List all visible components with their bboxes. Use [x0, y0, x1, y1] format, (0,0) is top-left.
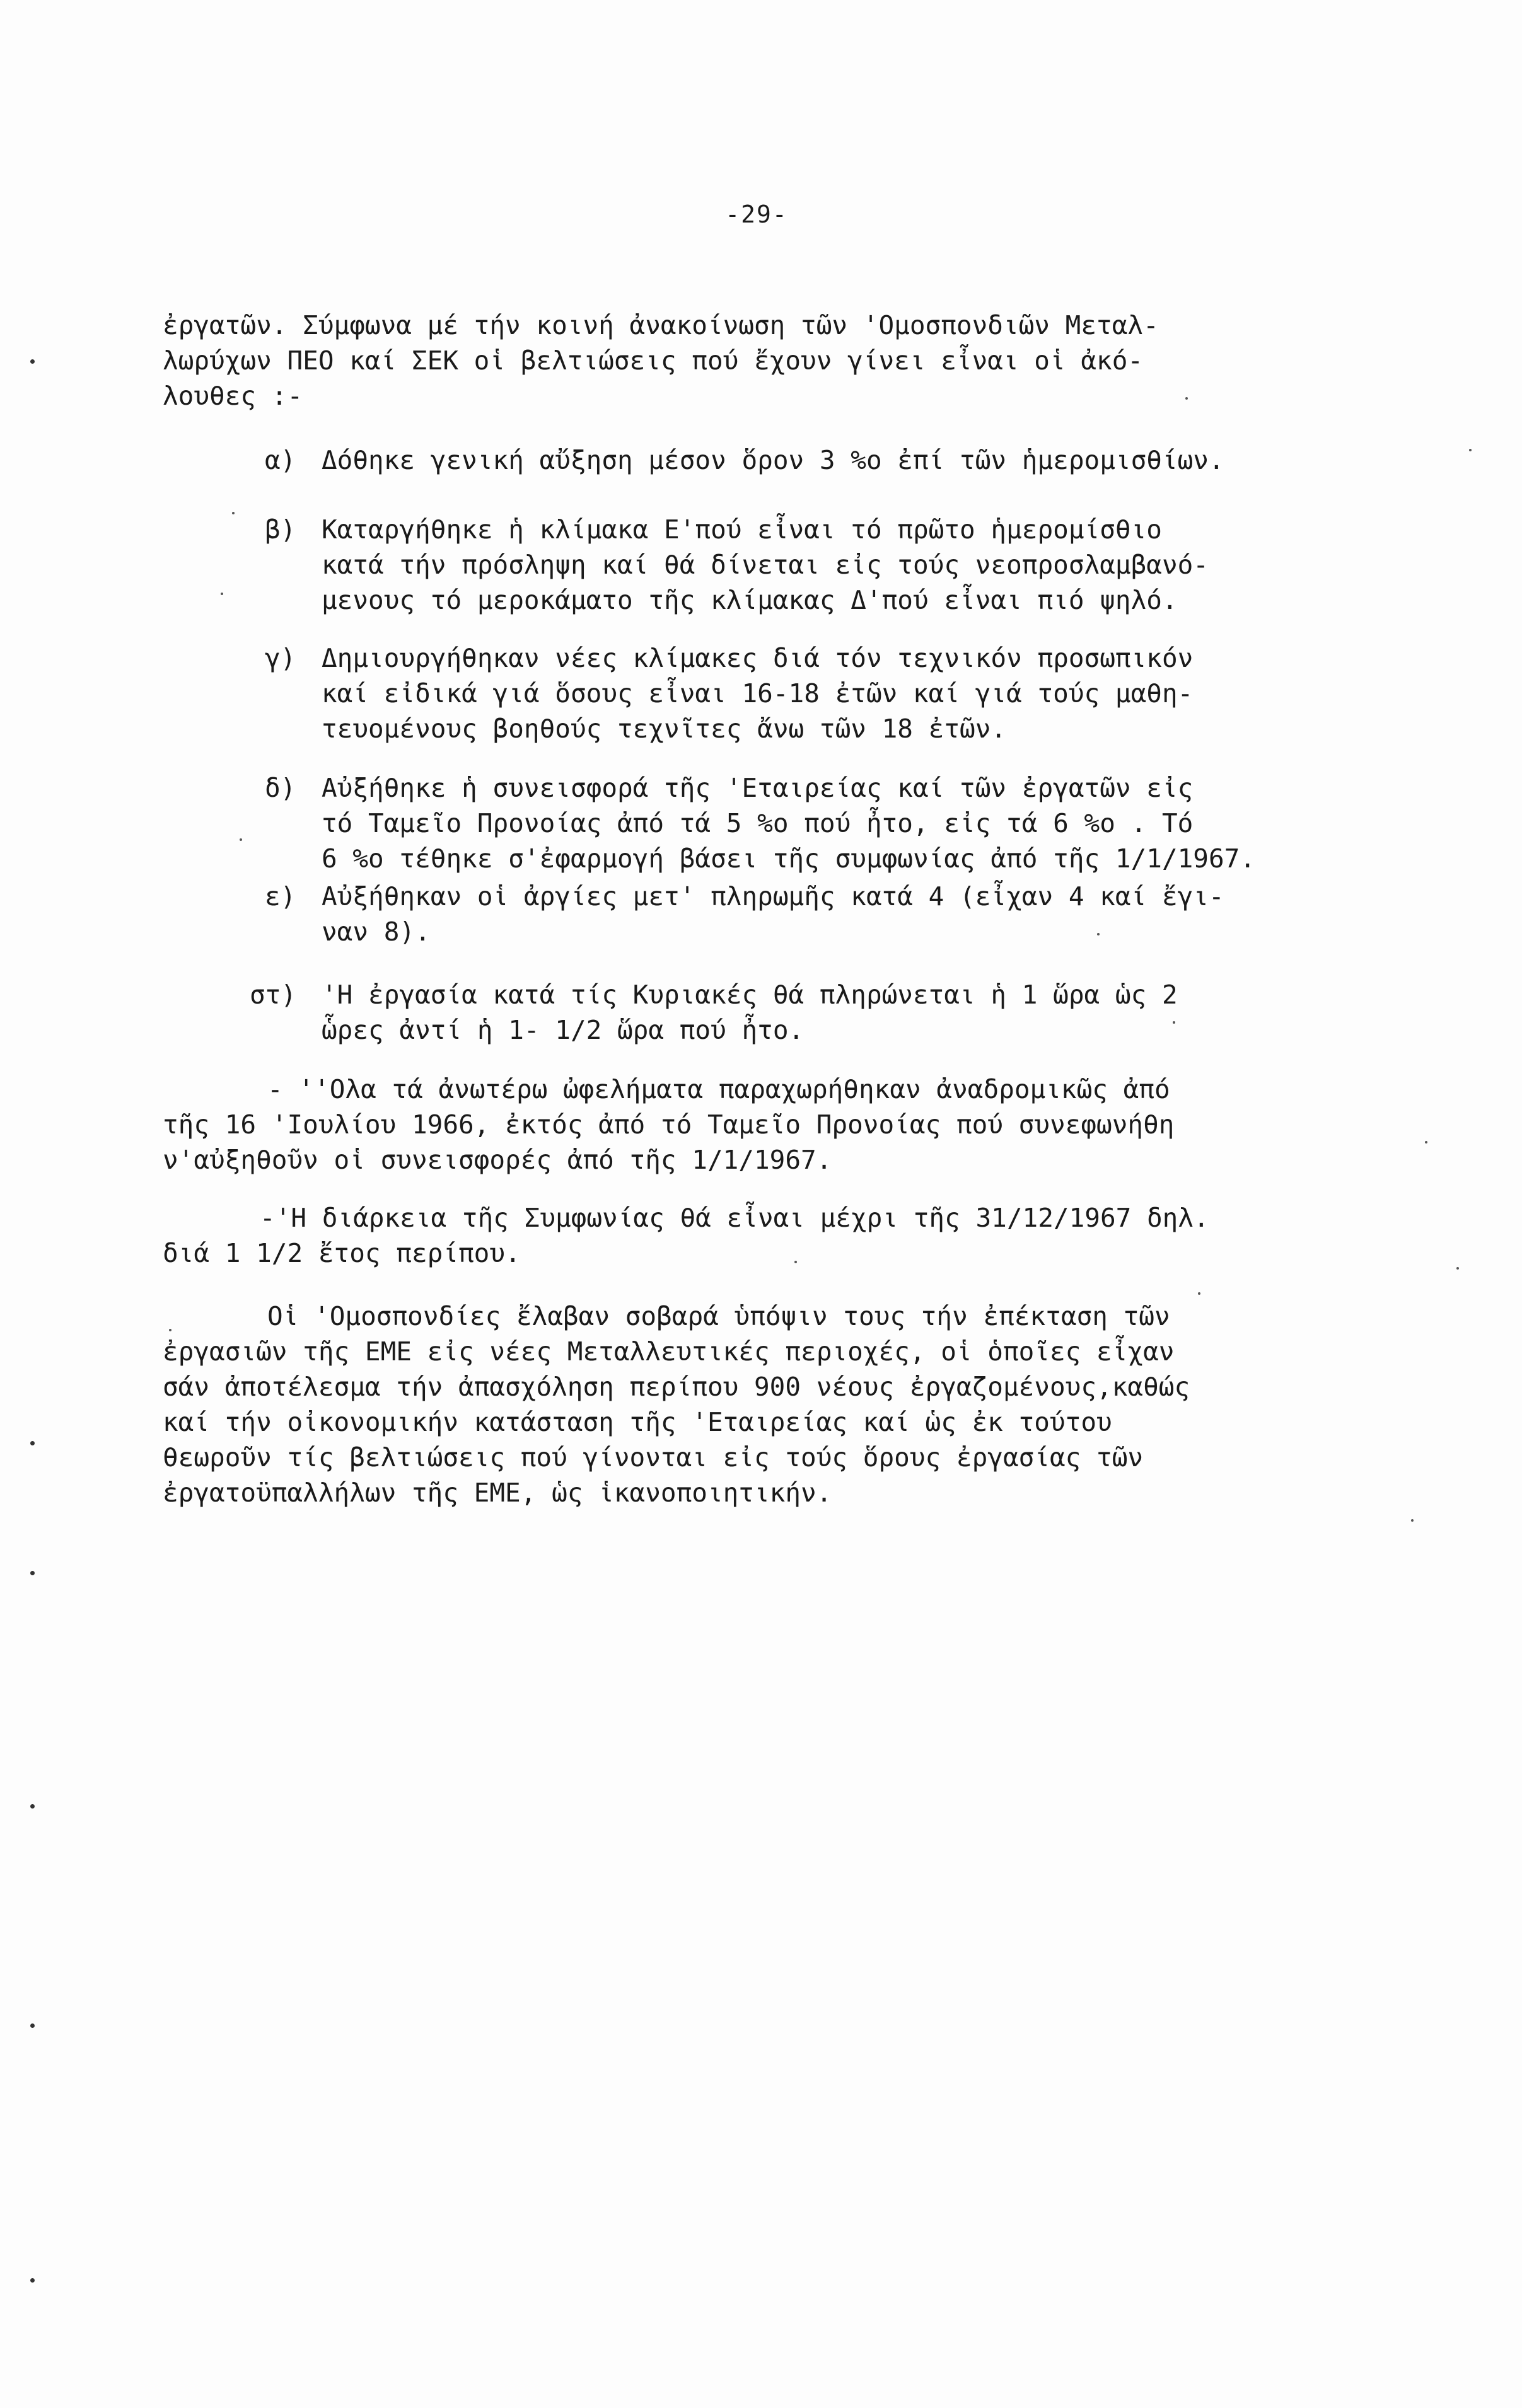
list-marker: γ) [265, 643, 296, 673]
intro-line-1: ἐργατῶν. Σύμφωνα μέ τήν κοινή ἀνακοίνωση τῶν 'Ομοσπονδιῶν Μεταλ- [163, 310, 1159, 340]
list-marker: ε) [265, 881, 296, 912]
scan-speck [1173, 1021, 1175, 1024]
scan-speck [1198, 1292, 1200, 1295]
list-marker: α) [265, 445, 296, 475]
scan-speck [1185, 397, 1188, 400]
list-item-line: κατά τήν πρόσληψη καί θά δίνεται εἰς τούς νεοπροσλαμβανό- [322, 550, 1209, 580]
list-marker: δ) [265, 773, 296, 803]
intro-line-2: λωρύχων ΠΕΟ καί ΣΕΚ οἱ βελτιώσεις πού ἔχουν γίνει εἶναι οἱ ἀκό- [163, 345, 1144, 376]
federations-line-6: ἐργατοϋπαλλήλων τῆς ΕΜΕ, ὡς ἱκανοποιητικήν. [163, 1478, 832, 1508]
list-item-line: Αὐξήθηκε ἡ συνεισφορά τῆς 'Εταιρείας καί τῶν ἐργατῶν εἰς [322, 773, 1194, 803]
margin-mark [30, 1804, 35, 1809]
margin-mark [30, 359, 35, 364]
list-item-line: 6 %ο τέθηκε σ'ἐφαρμογή βάσει τῆς συμφωνίας ἀπό τῆς 1/1/1967. [322, 843, 1256, 874]
list-marker: β) [265, 514, 296, 545]
federations-line-4: καί τήν οἰκονομικήν κατάσταση τῆς 'Εταιρείας καί ὡς ἐκ τούτου [163, 1407, 1112, 1437]
list-item-line: τευομένους βοηθούς τεχνῖτες ἄνω τῶν 18 ἐτῶν. [322, 714, 1007, 744]
retroactive-line-1: - ''Ολα τά ἀνωτέρω ὠφελήματα παραχωρήθηκαν ἀναδρομικῶς ἀπό [267, 1074, 1170, 1104]
federations-line-1: Οἱ 'Ομοσπονδίες ἔλαβαν σοβαρά ὑπόψιν τους τήν ἐπέκταση τῶν [267, 1301, 1170, 1331]
margin-mark [30, 1441, 35, 1445]
list-item-line: Δόθηκε γενική αὔξηση μέσον ὅρον 3 %ο ἐπί τῶν ἡμερομισθίων. [322, 445, 1224, 475]
margin-mark [30, 2023, 35, 2028]
scan-speck [240, 838, 242, 841]
list-item-line: Δημιουργήθηκαν νέες κλίμακες διά τόν τεχνικόν προσωπικόν [322, 643, 1194, 673]
scan-speck [221, 593, 223, 595]
retroactive-line-3: ν'αὐξηθοῦν οἱ συνεισφορές ἀπό τῆς 1/1/1967. [163, 1145, 832, 1175]
scan-speck [1097, 933, 1100, 935]
margin-mark [30, 2278, 35, 2283]
list-item-line: Αὐξήθηκαν οἱ ἀργίες μετ' πληρωμῆς κατά 4 (εἶχαν 4 καί ἔγι- [322, 881, 1224, 912]
page-number: -29- [725, 200, 788, 228]
list-item-line: τό Ταμεῖο Προνοίας ἀπό τά 5 %ο πού ἦτο, εἰς τά 6 %ο . Τό [322, 808, 1194, 838]
list-item-line: ὧρες ἀντί ἡ 1- 1/2 ὥρα πού ἦτο. [322, 1015, 805, 1045]
duration-line-1: -'Η διάρκεια τῆς Συμφωνίας θά εἶναι μέχρι τῆς 31/12/1967 δηλ. [260, 1203, 1209, 1233]
duration-line-2: διά 1 1/2 ἔτος περίπου. [163, 1238, 521, 1268]
scan-speck [1411, 1519, 1414, 1522]
list-marker: στ) [250, 980, 297, 1010]
list-item-line: ναν 8). [322, 917, 431, 947]
scan-speck [1469, 449, 1472, 451]
list-item-line: καί εἰδικά γιά ὅσους εἶναι 16-18 ἐτῶν καί γιά τούς μαθη- [322, 678, 1194, 709]
intro-line-3: λουθες :- [163, 381, 303, 411]
federations-line-5: θεωροῦν τίς βελτιώσεις πού γίνονται εἰς τούς ὅρους ἐργασίας τῶν [163, 1442, 1144, 1473]
retroactive-line-2: τῆς 16 'Ιουλίου 1966, ἐκτός ἀπό τό Ταμεῖο Προνοίας πού συνεφωνήθη [163, 1109, 1175, 1140]
list-item-line: μενους τό μεροκάματο τῆς κλίμακας Δ'πού εἶναι πιό ψηλό. [322, 585, 1178, 615]
scan-speck [169, 1329, 171, 1331]
scan-speck [794, 1261, 797, 1263]
list-item-line: 'Η ἐργασία κατά τίς Κυριακές θά πληρώνεται ἡ 1 ὥρα ὡς 2 [322, 980, 1178, 1010]
scan-speck [1425, 1141, 1427, 1143]
scan-speck [232, 512, 235, 514]
federations-line-3: σάν ἀποτέλεσμα τήν ἀπασχόληση περίπου 900 νέους ἐργαζομένους,καθώς [163, 1372, 1190, 1402]
margin-mark [30, 1571, 35, 1575]
federations-line-2: ἐργασιῶν τῆς ΕΜΕ εἰς νέες Μεταλλευτικές περιοχές, οἱ ὁποῖες εἶχαν [163, 1336, 1175, 1367]
scan-speck [1456, 1267, 1459, 1270]
list-item-line: Καταργήθηκε ἡ κλίμακα Ε'πού εἶναι τό πρῶτο ἡμερομίσθιο [322, 514, 1162, 545]
